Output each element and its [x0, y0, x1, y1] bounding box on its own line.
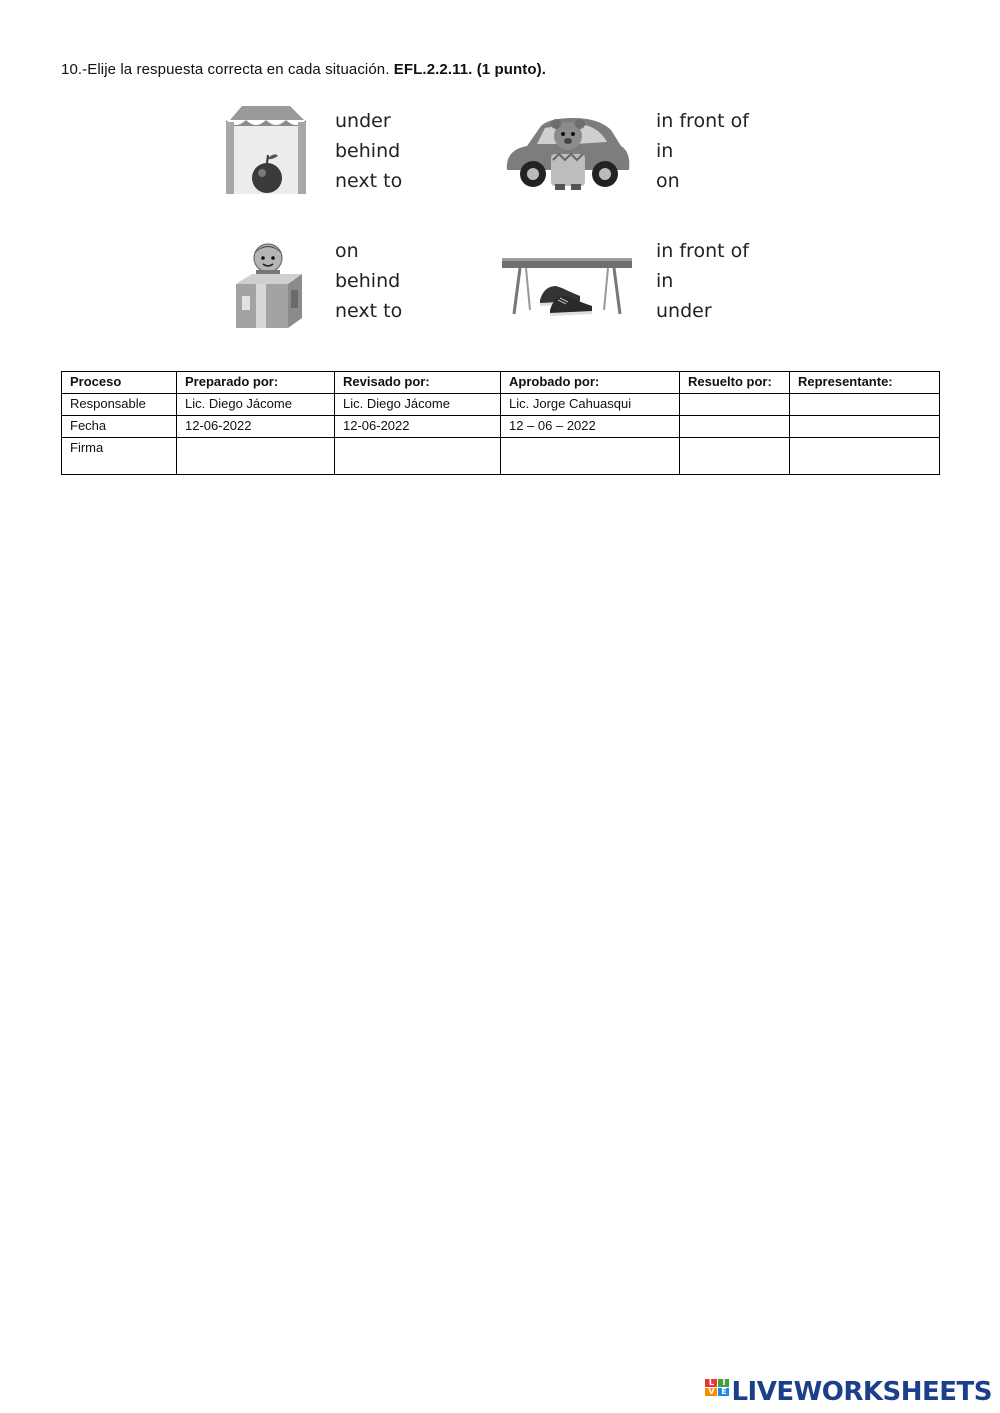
table-cell [501, 438, 680, 475]
table-cell: Firma [62, 438, 177, 475]
header-cell: Preparado por: [177, 372, 335, 394]
option[interactable]: on [656, 170, 680, 192]
table-cell [790, 394, 940, 416]
exercise-4-options [656, 236, 749, 326]
option[interactable]: behind [335, 270, 401, 292]
exercise-3-options [335, 236, 402, 326]
table-cell [680, 438, 790, 475]
table-cell: 12-06-2022 [335, 416, 501, 438]
instruction-code: EFL.2.2.11. (1 punto). [393, 61, 547, 78]
option[interactable]: in [656, 140, 674, 162]
header-cell: Resuelto por: [680, 372, 790, 394]
brand-name: LIVEWORKSHEETS [731, 1377, 992, 1407]
table-cell: Fecha [62, 416, 177, 438]
option[interactable]: behind [335, 140, 401, 162]
option[interactable]: in [656, 270, 674, 292]
option[interactable]: next to [335, 170, 403, 192]
header-cell: Revisado por: [335, 372, 501, 394]
table-cell: 12-06-2022 [177, 416, 335, 438]
table-cell [680, 416, 790, 438]
table-header-row [62, 372, 940, 394]
bear-in-front-of-car-icon [503, 114, 633, 192]
table-cell [790, 438, 940, 475]
table-cell: Lic. Diego Jácome [177, 394, 335, 416]
table-cell [177, 438, 335, 475]
option[interactable]: in front of [656, 110, 749, 132]
exercise-2-options [656, 106, 749, 196]
instruction-text: 10.-Elije la respuesta correcta en cada situación. [61, 61, 390, 78]
liveworksheets-brand [705, 1377, 992, 1407]
table-cell [680, 394, 790, 416]
table-row [62, 416, 940, 438]
table-cell: Lic. Diego Jácome [335, 394, 501, 416]
option[interactable]: under [656, 300, 712, 322]
table-cell: 12 – 06 – 2022 [501, 416, 680, 438]
liveworksheets-logo-icon: L I V E [705, 1379, 729, 1405]
boy-behind-box-icon [232, 240, 306, 332]
apple-under-tent-icon [220, 102, 312, 196]
header-cell: Representante: [790, 372, 940, 394]
option[interactable]: on [335, 240, 359, 262]
option[interactable]: under [335, 110, 391, 132]
header-cell: Aprobado por: [501, 372, 680, 394]
option[interactable]: next to [335, 300, 403, 322]
option[interactable]: in front of [656, 240, 749, 262]
table-cell: Responsable [62, 394, 177, 416]
shoes-under-table-icon [500, 256, 634, 318]
table-row [62, 438, 940, 475]
header-cell: Proceso [62, 372, 177, 394]
table-cell [790, 416, 940, 438]
signoff-table [61, 371, 940, 475]
table-cell: Lic. Jorge Cahuasqui [501, 394, 680, 416]
exercise-1-options [335, 106, 402, 196]
instruction [61, 61, 546, 78]
table-row [62, 394, 940, 416]
table-cell [335, 438, 501, 475]
